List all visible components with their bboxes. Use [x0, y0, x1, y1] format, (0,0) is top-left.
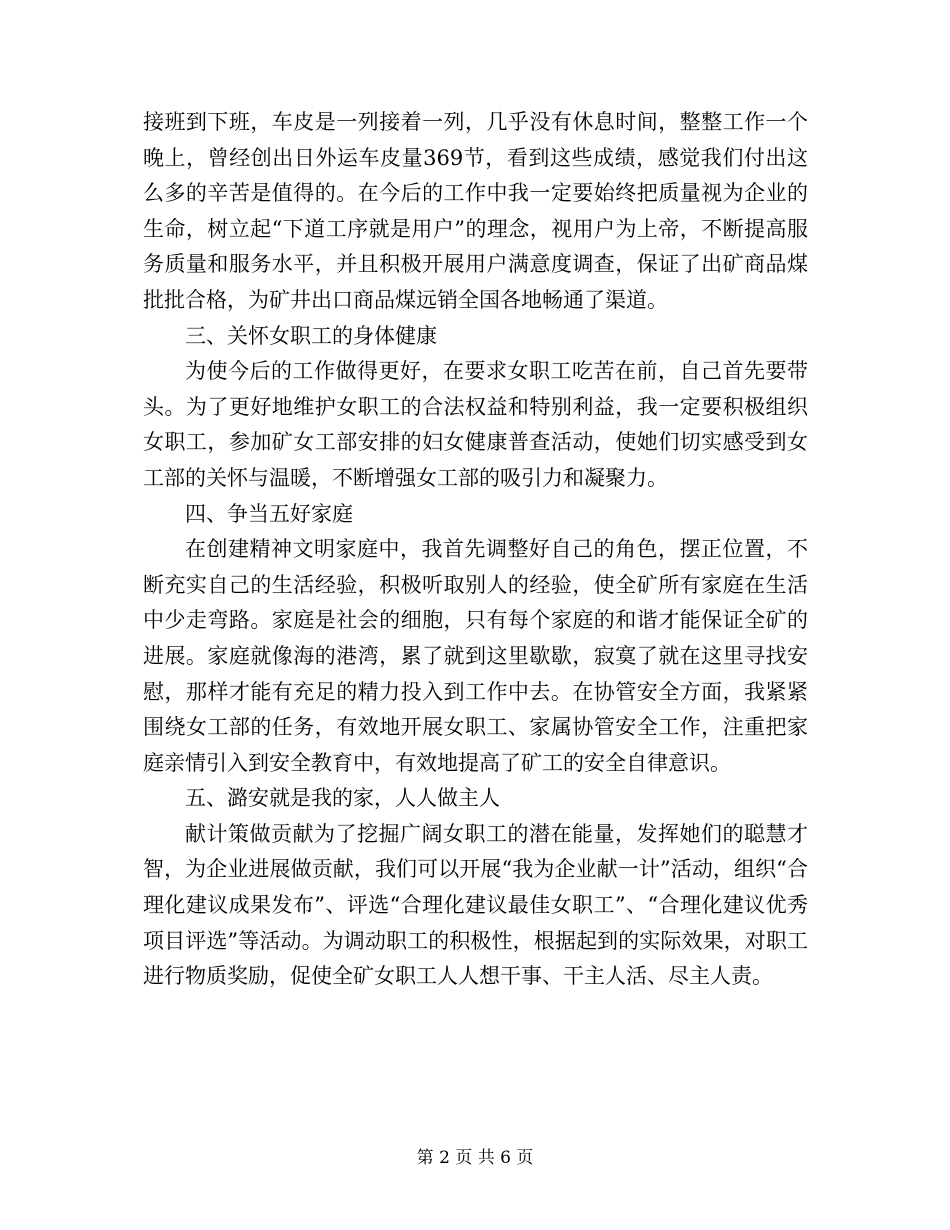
footer-suffix: 页	[516, 1148, 534, 1168]
paragraph-3: 在创建精神文明家庭中，我首先调整好自己的角色，摆正位置，不断充实自己的生活经验，积极听取别人的经验，使全矿所有家庭在生活中少走弯路。家庭是社会的细胞，只有每个家庭的和谐才能保证全矿的进展。家庭就像海的港湾，累了就到这里歇歇，寂寞了就在这里寻找安慰，那样才能有充足的精力投入到工作中去。在协管安全方面，我紧紧围绕女工部的任务，有效地开展女职工、家属协管安全工作，注重把家庭亲情引入到安全教育中，有效地提高了矿工的安全自律意识。	[143, 537, 808, 775]
document-body	[143, 105, 808, 995]
page-footer	[0, 1147, 950, 1169]
paragraph-4: 献计策做贡献为了挖掘广阔女职工的潜在能量，发挥她们的聪慧才智，为企业进展做贡献，我们可以开展“我为企业献一计”活动，组织“合理化建议成果发布”、评选“合理化建议最佳女职工”、“合理化建议优秀项目评选”等活动。为调动职工的积极性，根据起到的实际效果，对职工进行物质奖励，促使全矿女职工人人想干事、干主人活、尽主人责。	[143, 821, 808, 989]
section-heading-4: 四、争当五好家庭	[185, 501, 353, 526]
paragraph-1: 接班到下班，车皮是一列接着一列，几乎没有休息时间，整整工作一个晚上，曾经创出日外运车皮量369节，看到这些成绩，感觉我们付出这么多的辛苦是值得的。在今后的工作中我一定要始终把质量视为企业的生命，树立起“下道工序就是用户”的理念，视用户为上帝，不断提高服务质量和服务水平，并且积极开展用户满意度调查，保证了出矿商品煤批批合格，为矿井出口商品煤远销全国各地畅通了渠道。	[143, 110, 808, 312]
footer-middle: 页 共	[455, 1148, 495, 1168]
footer-page-number: 2	[439, 1148, 450, 1168]
section-heading-5: 五、潞安就是我的家，人人做主人	[185, 786, 500, 811]
footer-total-pages: 6	[500, 1148, 511, 1168]
paragraph-2: 为使今后的工作做得更好，在要求女职工吃苦在前，自己首先要带头。为了更好地维护女职工的合法权益和特别利益，我一定要积极组织女职工，参加矿女工部安排的妇女健康普查活动，使她们切实感受到女工部的关怀与温暖，不断增强女工部的吸引力和凝聚力。	[143, 359, 808, 490]
section-heading-3: 三、关怀女职工的身体健康	[185, 323, 437, 348]
footer-prefix: 第	[416, 1148, 434, 1168]
